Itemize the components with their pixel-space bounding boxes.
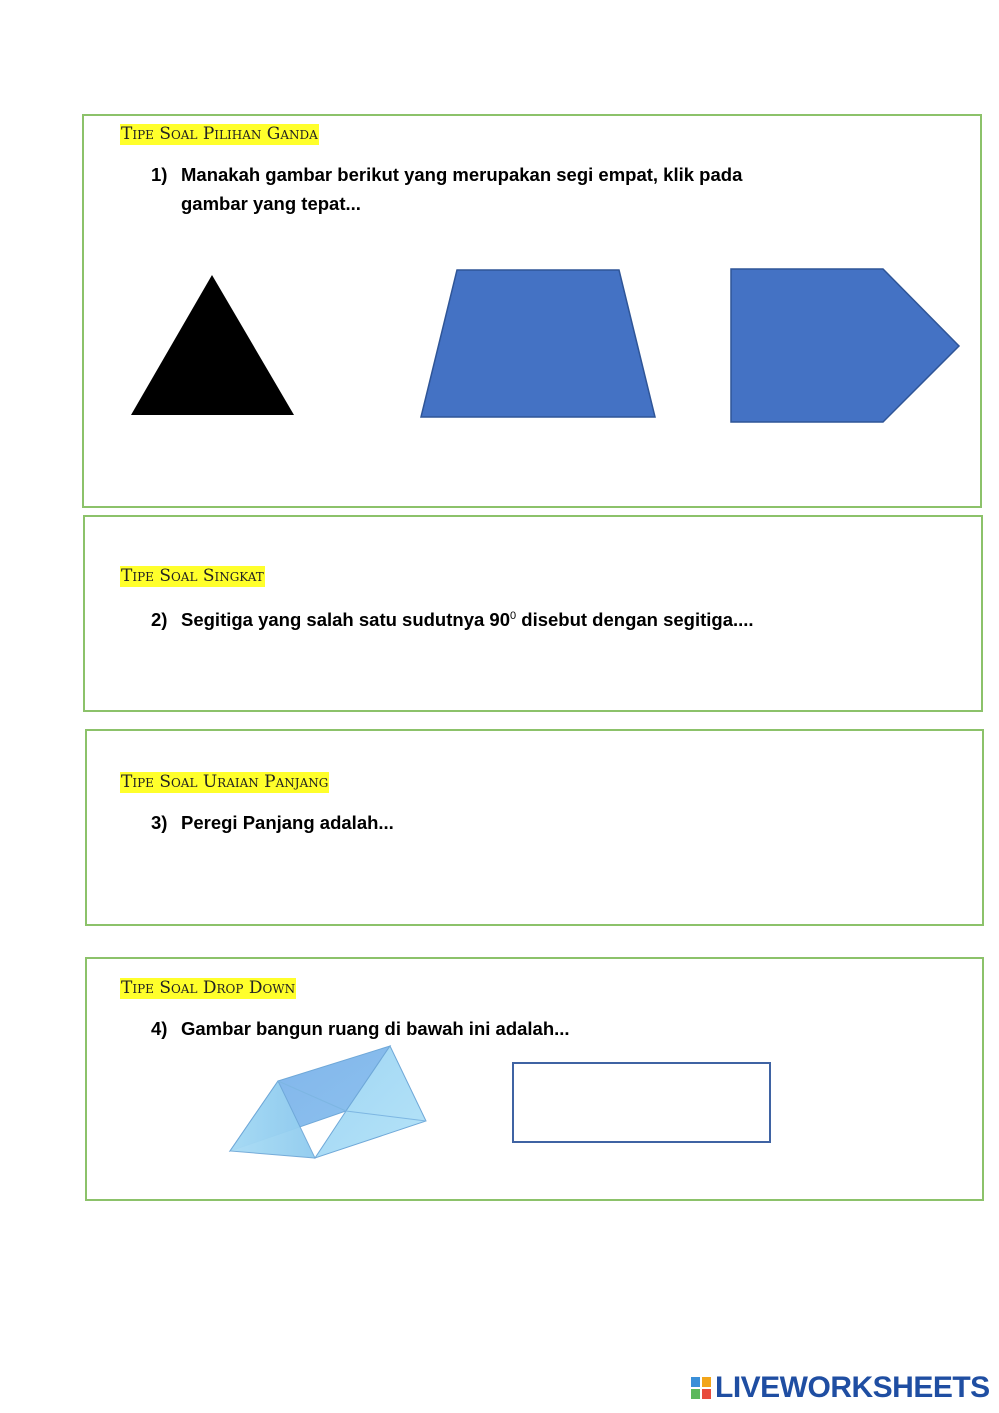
question-text-before: Segitiga yang salah satu sudutnya 90 — [181, 609, 510, 631]
question-text-line2: gambar yang tepat... — [181, 193, 361, 214]
question-text: Peregi Panjang adalah... — [181, 812, 394, 833]
question-3 — [151, 808, 951, 837]
type-label-long-answer: Tipe Soal Uraian Panjang — [121, 772, 329, 792]
question-text-after: disebut dengan segitiga.... — [516, 609, 754, 631]
triangle-option[interactable] — [128, 272, 298, 418]
question-number: 2) — [151, 609, 168, 631]
type-label-short-answer: Tipe Soal Singkat — [121, 566, 264, 586]
question-text-line1: Manakah gambar berikut yang merupakan segi empat, klik pada — [181, 164, 743, 185]
question-4 — [151, 1014, 951, 1043]
trapezoid-shape-icon — [421, 270, 655, 417]
drop-down-answer-box[interactable] — [512, 1062, 771, 1143]
question-number: 4) — [151, 1018, 168, 1039]
question-text: Gambar bangun ruang di bawah ini adalah... — [181, 1018, 570, 1039]
question-number: 3) — [151, 812, 168, 833]
question-2 — [151, 602, 951, 634]
pentagon-option[interactable] — [729, 267, 963, 425]
triangle-shape-icon — [131, 275, 294, 415]
trapezoid-option[interactable] — [418, 268, 658, 421]
triangular-prism-image — [226, 1042, 430, 1162]
liveworksheets-mark-icon — [690, 1376, 712, 1400]
type-label-multiple-choice: Tipe Soal Pilihan Ganda — [121, 124, 318, 144]
type-label-drop-down: Tipe Soal Drop Down — [121, 978, 296, 998]
superscript-degree: 0 — [510, 610, 517, 622]
question-1 — [151, 160, 911, 218]
liveworksheets-logo-text: LIVEWORKSHEETS — [715, 1371, 990, 1404]
question-number: 1) — [151, 164, 168, 185]
liveworksheets-logo — [690, 1372, 990, 1404]
pentagon-arrow-shape-icon — [731, 269, 959, 422]
